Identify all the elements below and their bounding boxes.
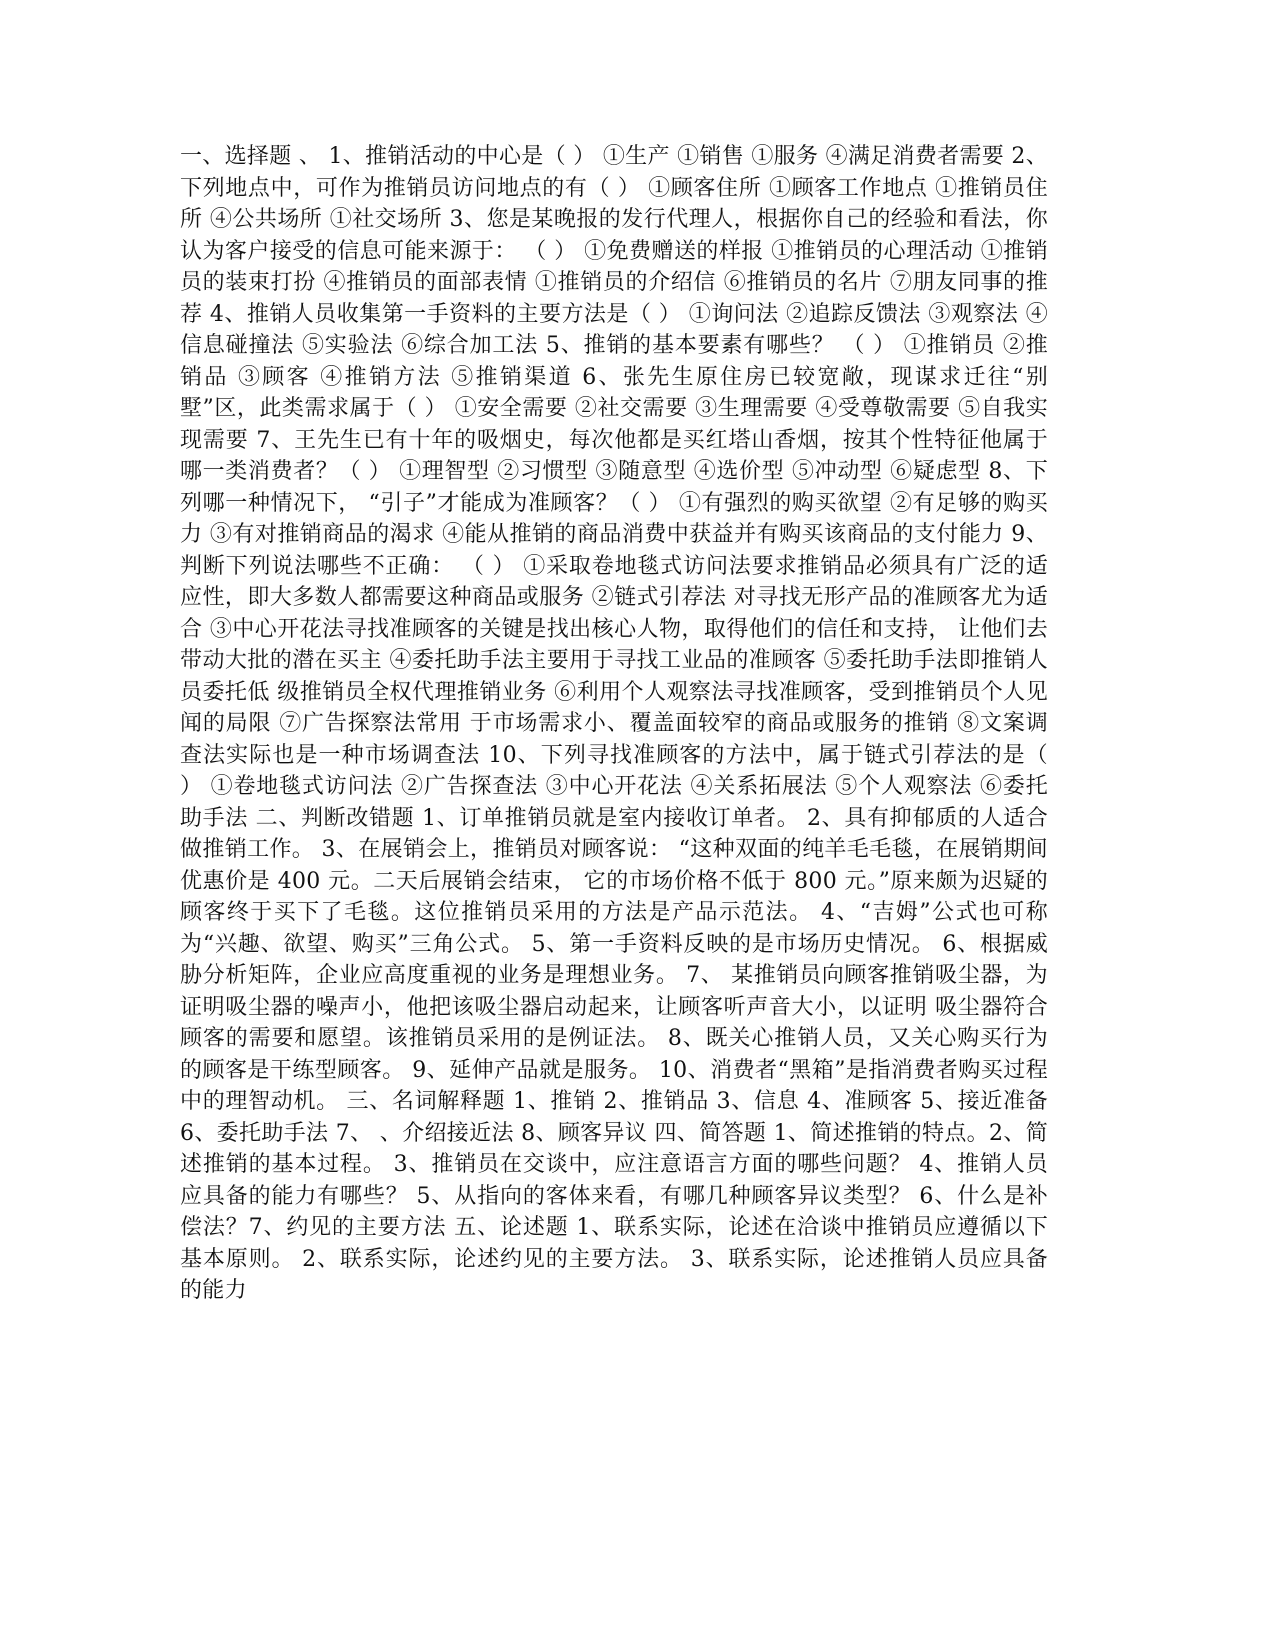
document-page [180,141,1048,1307]
exam-body-text: 一、选择题 、 1、推销活动的中心是（ ） ①生产 ①销售 ①服务 ④满足消费者需要 2、下列地点中，可作为推销员访问地点的有（ ） ①顾客住所 ①顾客工作地点 ①推销员住所 ④公共场所 ①社交场所 3、您是某晚报的发行代理人，根据你自己的经验和看法，你认为客户接受的信息可能来源于： （ ） ①免费赠送的样报 ①推销员的心理活动 ①推销员的装束打扮 ④推销员的面部表情 ①推销员的介绍信 ⑥推销员的名片 ⑦朋友同事的推荐 4、推销人员收集第一手资料的主要方法是（ ） ①询问法 ②追踪反馈法 ③观察法 ④信息碰撞法 ⑤实验法 ⑥综合加工法 5、推销的基本要素有哪些？ （ ） ①推销员 ②推销品 ③顾客 ④推销方法 ⑤推销渠道 6、张先生原住房已较宽敞，现谋求迁往“别墅”区，此类需求属于（ ） ①安全需要 ②社交需要 ③生理需要 ④受尊敬需要 ⑤自我实现需要 7、王先生已有十年的吸烟史，每次他都是买红塔山香烟，按其个性特征他属于哪一类消费者？（ ） ①理智型 ②习惯型 ③随意型 ④选价型 ⑤冲动型 ⑥疑虑型 8、下列哪一种情况下， “引子”才能成为准顾客？（ ） ①有强烈的购买欲望 ②有足够的购买力 ③有对推销商品的渴求 ④能从推销的商品消费中获益并有购买该商品的支付能力 9、判断下列说法哪些不正确： （ ） ①采取卷地毯式访问法要求推销品必须具有广泛的适应性，即大多数人都需要这种商品或服务 ②链式引荐法 对寻找无形产品的准顾客尤为适合 ③中心开花法寻找准顾客的关键是找出核心人物，取得他们的信任和支持， 让他们去带动大批的潜在买主 ④委托助手法主要用于寻找工业品的准顾客 ⑤委托助手法即推销人员委托低 级推销员全权代理推销业务 ⑥利用个人观察法寻找准顾客，受到推销员个人见闻的局限 ⑦广告探察法常用 于市场需求小、覆盖面较窄的商品或服务的推销 ⑧文案调查法实际也是一种市场调查法 10、下列寻找准顾客的方法中，属于链式引荐法的是（ ） ①卷地毯式访问法 ②广告探查法 ③中心开花法 ④关系拓展法 ⑤个人观察法 ⑥委托助手法 二、判断改错题 1、订单推销员就是室内接收订单者。 2、具有抑郁质的人适合做推销工作。 3、在展销会上，推销员对顾客说： “这种双面的纯羊毛毛毯，在展销期间优惠价是 400 元。二天后展销会结束， 它的市场价格不低于 800 元。”原来颇为迟疑的顾客终于买下了毛毯。这位推销员采用的方法是产品示范法。 4、“吉姆”公式也可称为“兴趣、欲望、购买”三角公式。 5、第一手资料反映的是市场历史情况。 6、根据威胁分析矩阵，企业应高度重视的业务是理想业务。 7、 某推销员向顾客推销吸尘器，为证明吸尘器的噪声小，他把该吸尘器启动起来，让顾客听声音大小，以证明 吸尘器符合顾客的需要和愿望。该推销员采用的是例证法。 8、既关心推销人员，又关心购买行为的顾客是干练型顾客。 9、延伸产品就是服务。 10、消费者“黑箱”是指消费者购买过程中的理智动机。 三、名词解释题 1、推销 2、推销品 3、信息 4、准顾客 5、接近准备 6、委托助手法 7、 、介绍接近法 8、顾客异议 四、简答题 1、简述推销的特点。2、简述推销的基本过程。 3、推销员在交谈中，应注意语言方面的哪些问题？ 4、推销人员应具备的能力有哪些？ 5、从指向的客体来看，有哪几种顾客异议类型？ 6、什么是补偿法？7、约见的主要方法 五、论述题 1、联系实际，论述在洽谈中推销员应遵循以下基本原则。 2、联系实际，论述约见的主要方法。 3、联系实际，论述推销人员应具备的能力 [180,144,1048,1303]
